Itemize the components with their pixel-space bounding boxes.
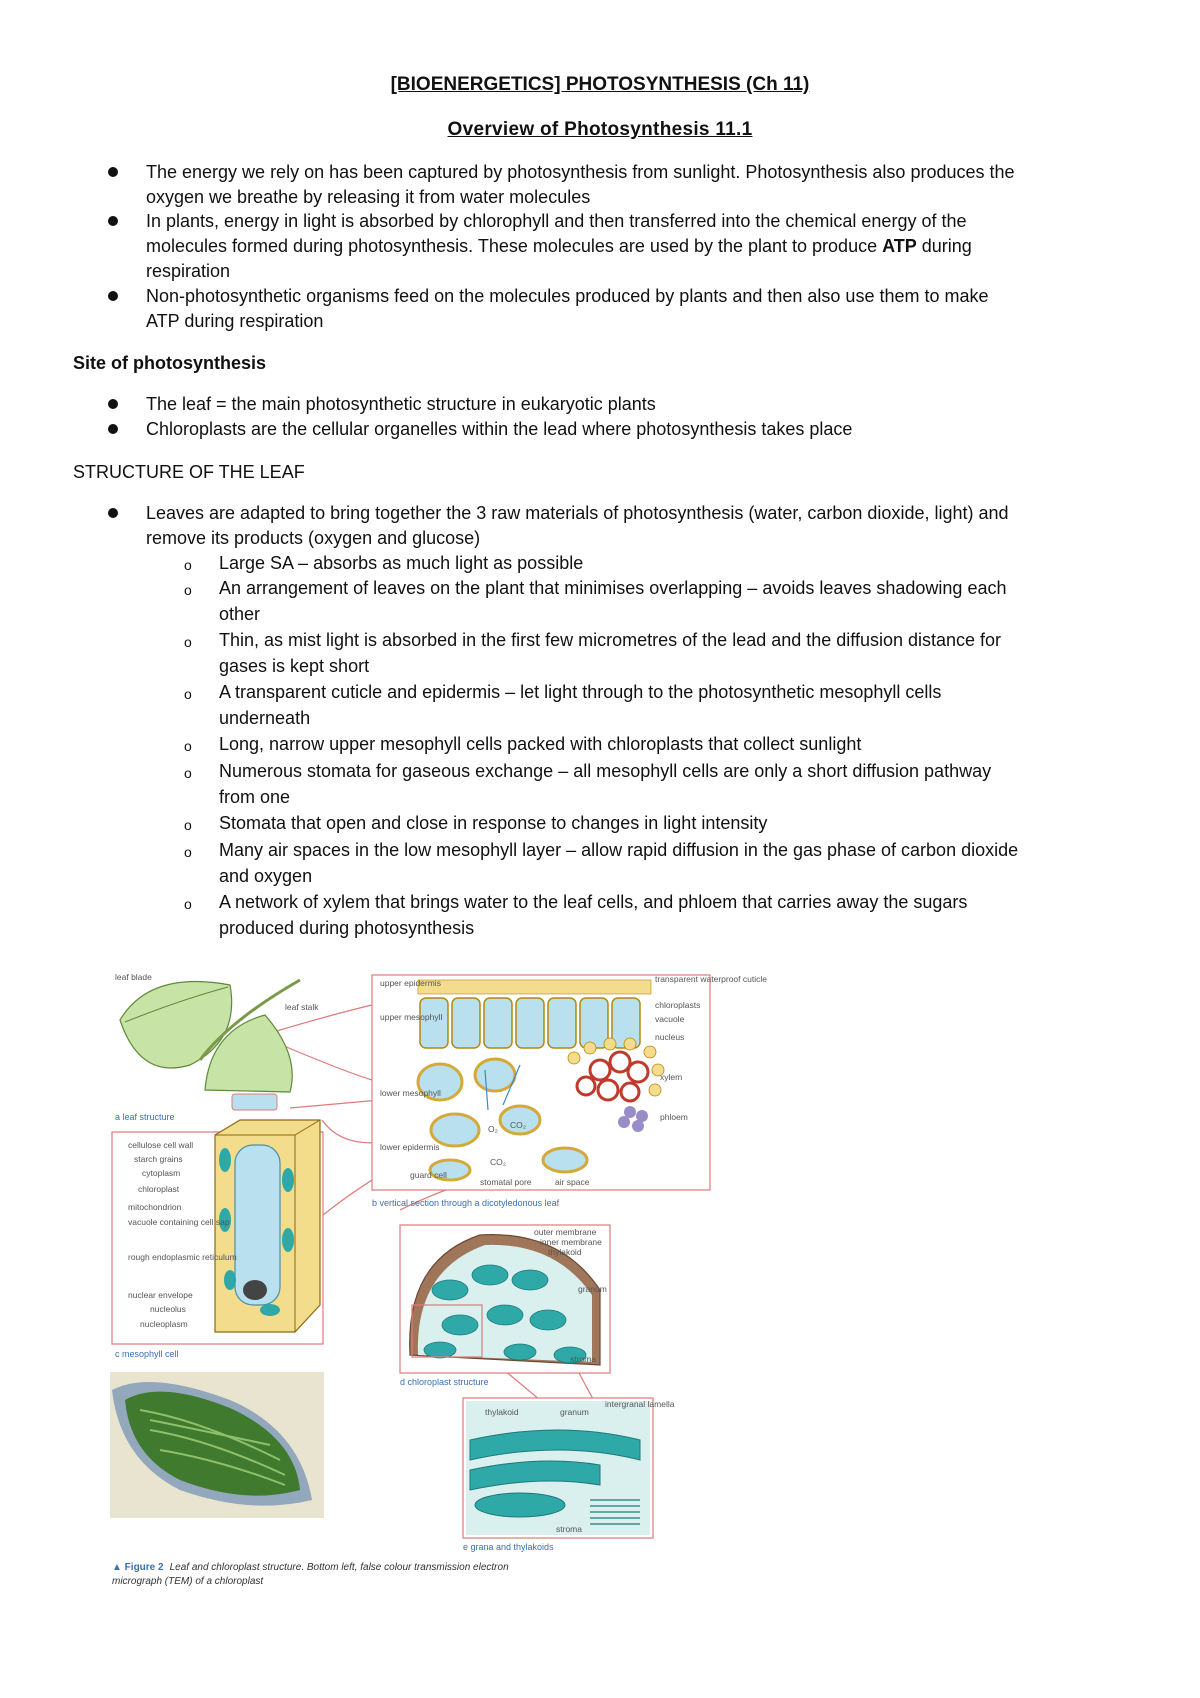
sub-item-4-line-2: underneath xyxy=(219,708,311,728)
leaf-section-diagram xyxy=(372,974,767,1208)
section-title: Overview of Photosynthesis 11.1 xyxy=(447,119,753,140)
label-vacuole-cell-sap: vacuole containing cell sap xyxy=(128,1217,230,1227)
overview-bullet-1-line-1: The energy we rely on has been captured by photosynthesis from sunlight. Photosynthesis also produces the xyxy=(146,162,1015,182)
section-caption: b vertical section through a dicotyledonous leaf xyxy=(372,1198,560,1208)
nucleus-shape xyxy=(243,1280,267,1300)
label-phloem: phloem xyxy=(660,1112,688,1122)
sub-item-5: Long, narrow upper mesophyll cells packed with chloroplasts that collect sunlight xyxy=(219,734,862,754)
label-upper-epidermis: upper epidermis xyxy=(380,978,441,988)
label-starch-grains: starch grains xyxy=(134,1154,183,1164)
structure-heading: STRUCTURE OF THE LEAF xyxy=(73,462,305,482)
sub-item-8-line-1: Many air spaces in the low mesophyll layer – allow rapid diffusion in the gas phase of carbon dioxide xyxy=(219,840,1019,860)
label-cellulose-cell-wall: cellulose cell wall xyxy=(128,1140,194,1150)
leaf-bullet-line-1: Leaves are adapted to bring together the 3 raw materials of photosynthesis (water, carbon dioxide, light) and xyxy=(146,503,1009,523)
label-intergranal-lamella: intergranal lamella xyxy=(605,1399,675,1409)
gas-label-o2: O₂ xyxy=(488,1124,498,1134)
label-lower-mesophyll: lower mesophyll xyxy=(380,1088,441,1098)
mesophyll-cell-diagram xyxy=(112,1120,323,1359)
chloroplast-caption: d chloroplast structure xyxy=(400,1377,489,1387)
mesophyll-caption: c mesophyll cell xyxy=(115,1349,179,1359)
chloroplast-micrograph xyxy=(110,1372,324,1518)
sub-marker: o xyxy=(184,686,192,702)
bullet-dot xyxy=(108,216,118,226)
sub-item-1: Large SA – absorbs as much light as possible xyxy=(219,553,584,573)
gas-label-co2-lower: CO₂ xyxy=(490,1157,507,1167)
site-bullet-1: The leaf = the main photosynthetic structure in eukaryotic plants xyxy=(146,394,656,414)
sub-item-3-line-1: Thin, as mist light is absorbed in the first few micrometres of the lead and the diffusion distance for xyxy=(219,630,1002,650)
label-chloroplast: chloroplast xyxy=(138,1184,180,1194)
sub-item-3-line-2: gases is kept short xyxy=(219,656,370,676)
label-chloroplasts: chloroplasts xyxy=(655,1000,701,1010)
chloroplast-structure-diagram xyxy=(400,1225,610,1387)
label-nucleus: nucleus xyxy=(655,1032,685,1042)
label-grana-stroma: stroma xyxy=(556,1524,582,1534)
label-xylem: xylem xyxy=(660,1072,683,1082)
label-rough-er: rough endoplasmic reticulum xyxy=(128,1252,237,1262)
label-vacuole: vacuole xyxy=(655,1014,685,1024)
sub-item-7: Stomata that open and close in response to changes in light intensity xyxy=(219,813,768,833)
sub-item-6-line-2: from one xyxy=(219,787,291,807)
atp-term: ATP xyxy=(882,236,917,256)
site-bullet-2: Chloroplasts are the cellular organelles within the lead where photosynthesis takes place xyxy=(146,419,853,439)
label-stroma: stroma xyxy=(570,1354,596,1364)
sub-item-2-line-1: An arrangement of leaves on the plant that minimises overlapping – avoids leaves shadowing each xyxy=(219,578,1007,598)
label-cytoplasm: cytoplasm xyxy=(142,1168,181,1178)
sub-marker: o xyxy=(184,844,192,860)
sub-marker: o xyxy=(184,557,192,573)
label-grana-thylakoid: thylakoid xyxy=(485,1407,519,1417)
bullet-dot xyxy=(108,291,118,301)
sub-item-2-line-2: other xyxy=(219,604,261,624)
label-air-space: air space xyxy=(555,1177,590,1187)
sub-item-9-line-1: A network of xylem that brings water to the leaf cells, and phloem that carries away the sugars xyxy=(219,892,968,912)
sub-item-6-line-1: Numerous stomata for gaseous exchange – all mesophyll cells are only a short diffusion pathway xyxy=(219,761,992,781)
gas-label-co2-upper: CO₂ xyxy=(510,1120,527,1130)
overview-bullet-2-line-3: respiration xyxy=(146,261,231,281)
leaf-illustration xyxy=(115,972,319,1122)
sub-item-4-line-1: A transparent cuticle and epidermis – let light through to the photosynthetic mesophyll cells xyxy=(219,682,942,702)
sub-marker: o xyxy=(184,582,192,598)
bullet-dot xyxy=(108,399,118,409)
label-granum: granum xyxy=(578,1284,607,1294)
label-stomatal-pore: stomatal pore xyxy=(480,1177,532,1187)
overview-bullet-3-line-2: ATP during respiration xyxy=(146,311,324,331)
leaf-section-marker xyxy=(232,1094,277,1110)
leaf-structure-figure xyxy=(0,960,1200,1660)
label-thylakoid: thylakoid xyxy=(548,1247,582,1257)
overview-bullet-1-line-2: oxygen we breathe by releasing it from water molecules xyxy=(146,187,591,207)
label-grana-granum: granum xyxy=(560,1407,589,1417)
bullet-dot xyxy=(108,508,118,518)
leaf-blade-label: leaf blade xyxy=(115,972,152,982)
page-title: [BIOENERGETICS] PHOTOSYNTHESIS (Ch 11) xyxy=(390,74,810,95)
label-mitochondrion: mitochondrion xyxy=(128,1202,182,1212)
site-heading: Site of photosynthesis xyxy=(73,353,267,373)
sub-item-9-line-2: produced during photosynthesis xyxy=(219,918,475,938)
label-upper-mesophyll: upper mesophyll xyxy=(380,1012,443,1022)
label-nuclear-envelope: nuclear envelope xyxy=(128,1290,193,1300)
overview-bullet-2-line-1: In plants, energy in light is absorbed by chlorophyll and then transferred into the chemical energy of the xyxy=(146,211,967,231)
sub-marker: o xyxy=(184,738,192,754)
label-outer-membrane: outer membrane xyxy=(534,1227,597,1237)
overview-bullet-3-line-1: Non-photosynthetic organisms feed on the molecules produced by plants and then also use them to make xyxy=(146,286,989,306)
figure-caption-line-2: micrograph (TEM) of a chloroplast xyxy=(112,1576,264,1587)
bullet-dot xyxy=(108,424,118,434)
label-nucleoplasm: nucleoplasm xyxy=(140,1319,188,1329)
label-guard-cell: guard cell xyxy=(410,1170,447,1180)
bullet-dot xyxy=(108,167,118,177)
grana-caption: e grana and thylakoids xyxy=(463,1542,554,1552)
sub-marker: o xyxy=(184,765,192,781)
label-nucleolus: nucleolus xyxy=(150,1304,186,1314)
label-inner-membrane: inner membrane xyxy=(540,1237,602,1247)
sub-marker: o xyxy=(184,817,192,833)
sub-marker: o xyxy=(184,896,192,912)
leaf-bullet-line-2: remove its products (oxygen and glucose) xyxy=(146,528,481,548)
grana-thylakoids-diagram xyxy=(463,1398,675,1552)
sub-marker: o xyxy=(184,634,192,650)
upper-epidermis-layer xyxy=(418,980,651,994)
figure-caption-line-1: ▲ Figure 2 Leaf and chloroplast structure. Bottom left, false colour transmission electron xyxy=(112,1562,509,1573)
leaf-caption: a leaf structure xyxy=(115,1112,175,1122)
label-cuticle: transparent waterproof cuticle xyxy=(655,974,767,984)
label-lower-epidermis: lower epidermis xyxy=(380,1142,440,1152)
sub-item-8-line-2: and oxygen xyxy=(219,866,313,886)
overview-bullet-2-line-2: molecules formed during photosynthesis. These molecules are used by the plant to produce ATP during xyxy=(146,236,972,256)
leaf-stalk-label: leaf stalk xyxy=(285,1002,319,1012)
